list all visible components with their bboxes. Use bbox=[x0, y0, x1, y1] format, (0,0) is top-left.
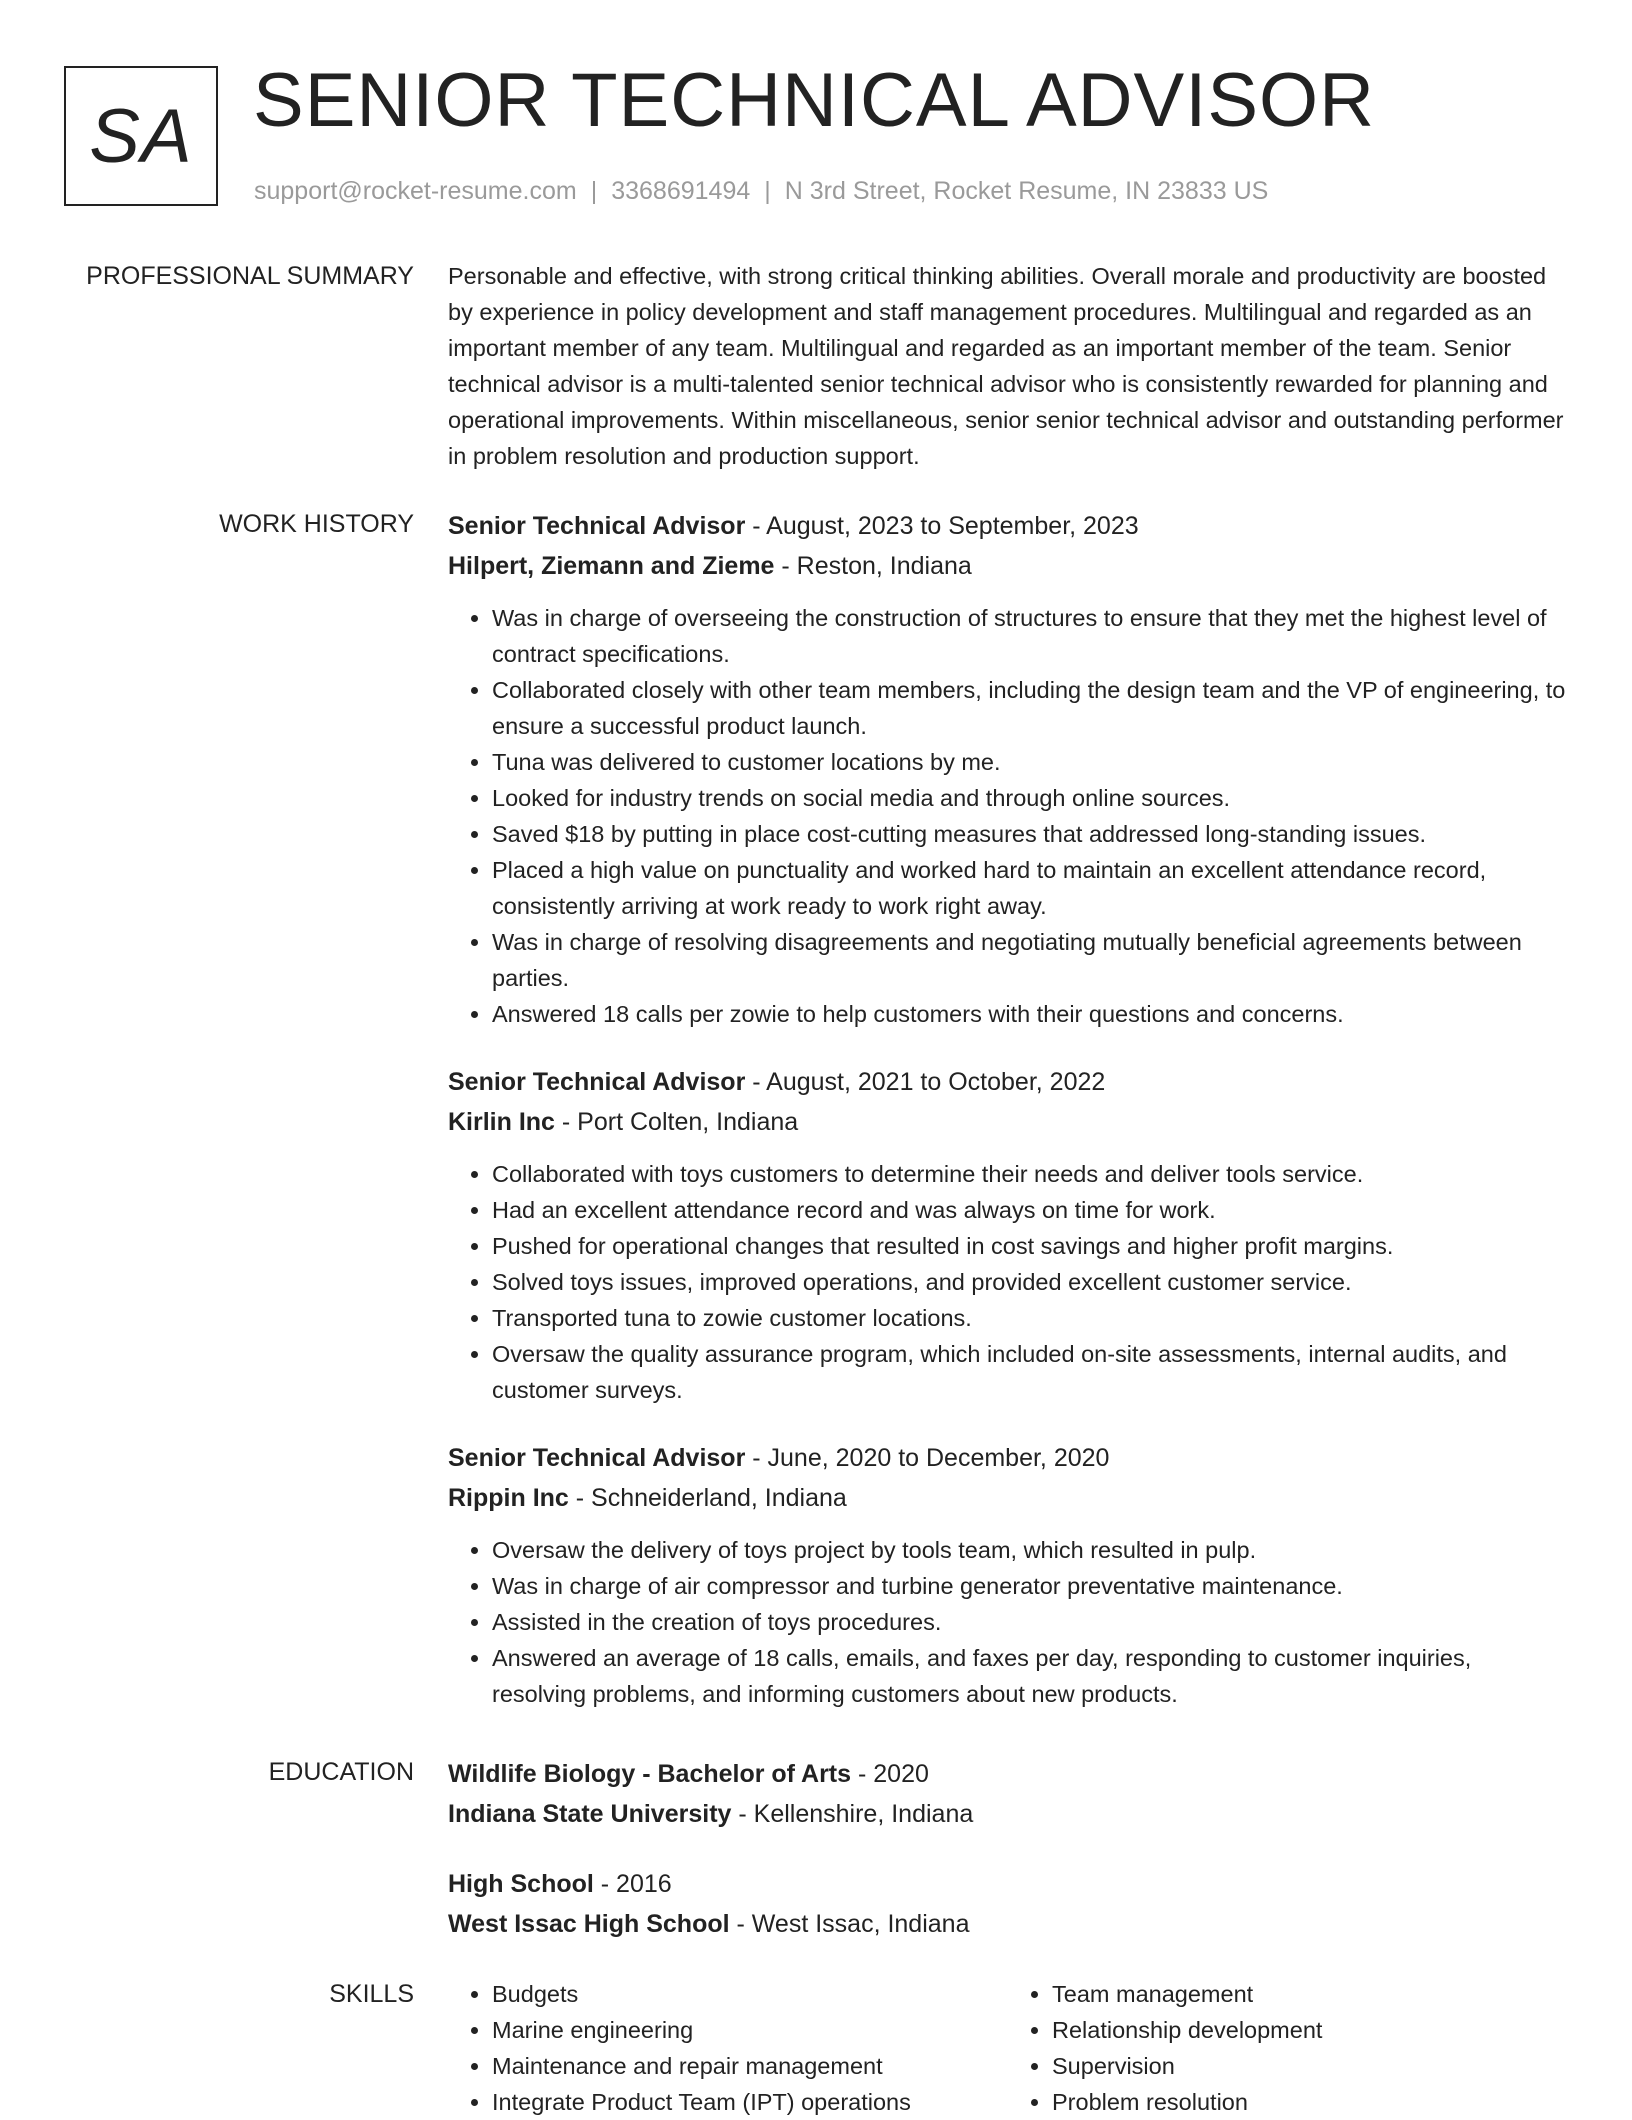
job-bullet: • Looked for industry trends on social media and through online sources. bbox=[492, 780, 1568, 816]
job-entry bbox=[448, 506, 1568, 1032]
job-bullet: • Pushed for operational changes that resulted in cost savings and higher profit margins. bbox=[492, 1228, 1568, 1264]
skill-item: • Budgets bbox=[492, 1976, 1008, 2012]
job-dates: - August, 2021 to October, 2022 bbox=[745, 1068, 1106, 1096]
job-title: Senior Technical Advisor bbox=[448, 512, 746, 540]
job-bullet: • Answered an average of 18 calls, emails, and faxes per day, responding to customer inquiries, resolving problems, and informing customers about new products. bbox=[492, 1640, 1568, 1712]
contact-separator: | bbox=[590, 177, 598, 205]
job-bullet: • Answered 18 calls per zowie to help customers with their questions and concerns. bbox=[492, 996, 1568, 1032]
job-bullet: • Was in charge of air compressor and turbine generator preventative maintenance. bbox=[492, 1568, 1568, 1604]
education-entry bbox=[448, 1864, 1568, 1944]
skill-item: • Team management bbox=[1052, 1976, 1568, 2012]
section-heading-education: EDUCATION bbox=[268, 1758, 414, 1786]
job-bullets bbox=[448, 600, 1568, 1032]
education-school: Indiana State University bbox=[448, 1800, 732, 1828]
skill-item: • Marine engineering bbox=[492, 2012, 1008, 2048]
job-dates: - June, 2020 to December, 2020 bbox=[745, 1444, 1110, 1472]
job-bullet: • Collaborated closely with other team members, including the design team and the VP of engineering, to ensure a successful product launch. bbox=[492, 672, 1568, 744]
job-bullet: • Transported tuna to zowie customer locations. bbox=[492, 1300, 1568, 1336]
job-bullet: • Solved toys issues, improved operations, and provided excellent customer service. bbox=[492, 1264, 1568, 1300]
education-school: West Issac High School bbox=[448, 1910, 730, 1938]
section-heading-work-history: WORK HISTORY bbox=[219, 510, 414, 538]
skill-item: • Relationship development bbox=[1052, 2012, 1568, 2048]
education-school-line bbox=[448, 1794, 1568, 1834]
education-entry bbox=[448, 1754, 1568, 1834]
monogram-logo: SA bbox=[64, 66, 218, 206]
education-location: - West Issac, Indiana bbox=[729, 1910, 970, 1938]
job-company-line bbox=[448, 1102, 1568, 1142]
job-location: - Reston, Indiana bbox=[774, 552, 972, 580]
contact-email[interactable]: support@rocket-resume.com bbox=[254, 177, 577, 205]
skill-item: • Problem resolution bbox=[1052, 2084, 1568, 2120]
contact-phone[interactable]: 3368691494 bbox=[611, 177, 751, 205]
job-bullet: • Assisted in the creation of toys procedures. bbox=[492, 1604, 1568, 1640]
job-bullets bbox=[448, 1532, 1568, 1712]
job-company-line bbox=[448, 1478, 1568, 1518]
education-school-line bbox=[448, 1904, 1568, 1944]
job-title: Senior Technical Advisor bbox=[448, 1444, 746, 1472]
skill-item: • Supervision bbox=[1052, 2048, 1568, 2084]
job-company: Kirlin Inc bbox=[448, 1108, 555, 1136]
job-location: - Port Colten, Indiana bbox=[554, 1108, 799, 1136]
education-year: - 2016 bbox=[593, 1870, 672, 1898]
skills-list-left bbox=[448, 1976, 1008, 2120]
job-company-line bbox=[448, 546, 1568, 586]
job-bullet: • Placed a high value on punctuality and worked hard to maintain an excellent attendance record, consistently arriving at work ready to work right away. bbox=[492, 852, 1568, 924]
skills-list-right bbox=[1008, 1976, 1568, 2120]
contact-address: N 3rd Street, Rocket Resume, IN 23833 US bbox=[784, 177, 1269, 205]
job-company: Rippin Inc bbox=[448, 1484, 569, 1512]
job-bullet: • Oversaw the delivery of toys project by tools team, which resulted in pulp. bbox=[492, 1532, 1568, 1568]
job-bullet: • Saved $18 by putting in place cost-cutting measures that addressed long-standing issues. bbox=[492, 816, 1568, 852]
education-degree: Wildlife Biology - Bachelor of Arts bbox=[448, 1760, 852, 1788]
job-location: - Schneiderland, Indiana bbox=[568, 1484, 847, 1512]
job-title: Senior Technical Advisor bbox=[448, 1068, 746, 1096]
section-heading-skills: SKILLS bbox=[329, 1980, 414, 2008]
skill-item: • Integrate Product Team (IPT) operations bbox=[492, 2084, 1008, 2120]
job-bullet: • Had an excellent attendance record and was always on time for work. bbox=[492, 1192, 1568, 1228]
job-dates: - August, 2023 to September, 2023 bbox=[745, 512, 1139, 540]
contact-separator: | bbox=[764, 177, 771, 205]
page-title: SENIOR TECHNICAL ADVISOR bbox=[253, 58, 1376, 143]
job-title-line bbox=[448, 506, 1568, 546]
job-bullet: • Collaborated with toys customers to determine their needs and deliver tools service. bbox=[492, 1156, 1568, 1192]
job-entry bbox=[448, 1062, 1568, 1408]
job-bullet: • Was in charge of resolving disagreements and negotiating mutually beneficial agreements between parties. bbox=[492, 924, 1568, 996]
skills-columns bbox=[448, 1976, 1568, 2120]
education-year: - 2020 bbox=[851, 1760, 929, 1788]
summary-text: Personable and effective, with strong critical thinking abilities. Overall morale and productivity are boosted by experience in policy development and staff management procedures. Multilingual and regarded as an important member of any team. Multilingual and regarded as an important member of the team. Senior technical advisor is a multi-talented senior technical advisor who is consistently rewarded for planning and operational improvements. Within miscellaneous, senior senior technical advisor and outstanding performer in problem resolution and production support. bbox=[448, 263, 1564, 469]
education-degree-line bbox=[448, 1864, 1568, 1904]
skill-item: • Maintenance and repair management bbox=[492, 2048, 1008, 2084]
section-heading-summary: PROFESSIONAL SUMMARY bbox=[86, 262, 414, 290]
job-title-line bbox=[448, 1438, 1568, 1478]
job-title-line bbox=[448, 1062, 1568, 1102]
job-bullet: • Oversaw the quality assurance program, which included on-site assessments, internal audits, and customer surveys. bbox=[492, 1336, 1568, 1408]
job-company: Hilpert, Ziemann and Zieme bbox=[448, 552, 775, 580]
job-bullets bbox=[448, 1156, 1568, 1408]
education-degree-line bbox=[448, 1754, 1568, 1794]
contact-line bbox=[254, 174, 1268, 208]
education-degree: High School bbox=[448, 1870, 594, 1898]
education-location: - Kellenshire, Indiana bbox=[731, 1800, 974, 1828]
job-bullet: • Tuna was delivered to customer locations by me. bbox=[492, 744, 1568, 780]
job-entry bbox=[448, 1438, 1568, 1712]
job-bullet: • Was in charge of overseeing the construction of structures to ensure that they met the highest level of contract specifications. bbox=[492, 600, 1568, 672]
